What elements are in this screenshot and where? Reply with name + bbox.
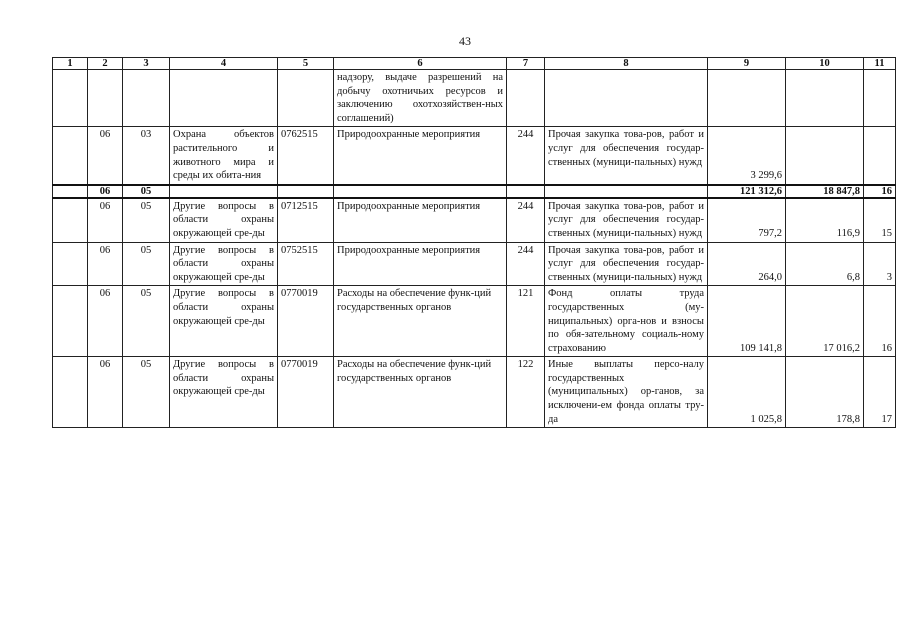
- cell-5: 0752515: [278, 242, 334, 286]
- table-row: [53, 70, 896, 127]
- cell-8: [545, 185, 708, 198]
- cell-7: 121: [507, 286, 545, 357]
- cell-11: 15: [864, 198, 896, 242]
- table-row: [53, 198, 896, 242]
- cell-1: [53, 242, 88, 286]
- table-row: [53, 357, 896, 428]
- column-header: 1: [53, 58, 88, 70]
- cell-1: [53, 198, 88, 242]
- subtotal-row: [53, 185, 896, 198]
- cell-10: 17 016,2: [786, 286, 864, 357]
- cell-10: 6,8: [786, 242, 864, 286]
- column-header: 2: [88, 58, 123, 70]
- cell-5: 0762515: [278, 127, 334, 185]
- column-header: 8: [545, 58, 708, 70]
- column-header: 5: [278, 58, 334, 70]
- cell-6: Расходы на обеспечение функ-ций государственных органов: [334, 357, 507, 428]
- cell-6: [334, 185, 507, 198]
- cell-6: надзору, выдаче разрешений на добычу охотничьих ресурсов и заключению охотхозяйствен-ных соглашений): [334, 70, 507, 127]
- column-header: 7: [507, 58, 545, 70]
- cell-11: [864, 70, 896, 127]
- cell-7: 244: [507, 127, 545, 185]
- cell-7: [507, 185, 545, 198]
- column-header: 6: [334, 58, 507, 70]
- cell-8: Фонд оплаты труда государственных (му-ниципальных) орга-нов и взносы по обя-зательному социаль-ному страхованию: [545, 286, 708, 357]
- cell-10: 116,9: [786, 198, 864, 242]
- cell-6: Природоохранные мероприятия: [334, 198, 507, 242]
- cell-2: 06: [88, 198, 123, 242]
- cell-5: 0712515: [278, 198, 334, 242]
- cell-9: 797,2: [708, 198, 786, 242]
- cell-2: [88, 70, 123, 127]
- cell-2: 06: [88, 286, 123, 357]
- cell-1: [53, 286, 88, 357]
- page-number: 43: [459, 34, 471, 48]
- cell-7: 244: [507, 198, 545, 242]
- cell-9: 264,0: [708, 242, 786, 286]
- cell-1: [53, 127, 88, 185]
- column-header: 10: [786, 58, 864, 70]
- cell-7: 244: [507, 242, 545, 286]
- cell-3: 05: [123, 242, 170, 286]
- cell-2: 06: [88, 127, 123, 185]
- column-header: 11: [864, 58, 896, 70]
- cell-1: [53, 70, 88, 127]
- cell-4: [170, 70, 278, 127]
- cell-8: Прочая закупка това-ров, работ и услуг для обеспечения государ-ственных (муници-пальных) нужд: [545, 198, 708, 242]
- cell-9: 109 141,8: [708, 286, 786, 357]
- cell-2: 06: [88, 242, 123, 286]
- cell-3: 05: [123, 198, 170, 242]
- cell-6: Расходы на обеспечение функ-ций государственных органов: [334, 286, 507, 357]
- cell-4: Другие вопросы в области охраны окружающей сре-ды: [170, 357, 278, 428]
- cell-4: [170, 185, 278, 198]
- cell-9: 1 025,8: [708, 357, 786, 428]
- column-header: 4: [170, 58, 278, 70]
- cell-11: 17: [864, 357, 896, 428]
- cell-6: Природоохранные мероприятия: [334, 127, 507, 185]
- cell-9: 3 299,6: [708, 127, 786, 185]
- cell-11: 16: [864, 185, 896, 198]
- cell-2: 06: [88, 185, 123, 198]
- cell-2: 06: [88, 357, 123, 428]
- cell-7: [507, 70, 545, 127]
- cell-3: 05: [123, 357, 170, 428]
- cell-11: 16: [864, 286, 896, 357]
- cell-10: [786, 127, 864, 185]
- cell-8: Прочая закупка това-ров, работ и услуг для обеспечения государ-ственных (муници-пальных) нужд: [545, 127, 708, 185]
- cell-8: Иные выплаты персо-налу государственных (муниципальных) ор-ганов, за исключени-ем фонда оплаты тру-да: [545, 357, 708, 428]
- cell-10: 18 847,8: [786, 185, 864, 198]
- cell-3: [123, 70, 170, 127]
- cell-1: [53, 357, 88, 428]
- table-row: [53, 242, 896, 286]
- cell-4: Другие вопросы в области охраны окружающей сре-ды: [170, 242, 278, 286]
- cell-11: [864, 127, 896, 185]
- cell-5: [278, 185, 334, 198]
- table-row: [53, 127, 896, 185]
- cell-10: [786, 70, 864, 127]
- cell-1: [53, 185, 88, 198]
- cell-4: Охрана объектов растительного и животного мира и среды их обита-ния: [170, 127, 278, 185]
- column-header: 3: [123, 58, 170, 70]
- cell-8: [545, 70, 708, 127]
- cell-3: 05: [123, 286, 170, 357]
- cell-9: 121 312,6: [708, 185, 786, 198]
- budget-table: [52, 57, 896, 428]
- table-row: [53, 286, 896, 357]
- cell-9: [708, 70, 786, 127]
- header-row: [53, 58, 896, 70]
- column-header: 9: [708, 58, 786, 70]
- cell-8: Прочая закупка това-ров, работ и услуг для обеспечения государ-ственных (муници-пальных) нужд: [545, 242, 708, 286]
- cell-4: Другие вопросы в области охраны окружающей сре-ды: [170, 286, 278, 357]
- cell-5: 0770019: [278, 357, 334, 428]
- cell-4: Другие вопросы в области охраны окружающей сре-ды: [170, 198, 278, 242]
- cell-3: 05: [123, 185, 170, 198]
- cell-10: 178,8: [786, 357, 864, 428]
- cell-5: [278, 70, 334, 127]
- cell-6: Природоохранные мероприятия: [334, 242, 507, 286]
- cell-7: 122: [507, 357, 545, 428]
- cell-5: 0770019: [278, 286, 334, 357]
- cell-11: 3: [864, 242, 896, 286]
- cell-3: 03: [123, 127, 170, 185]
